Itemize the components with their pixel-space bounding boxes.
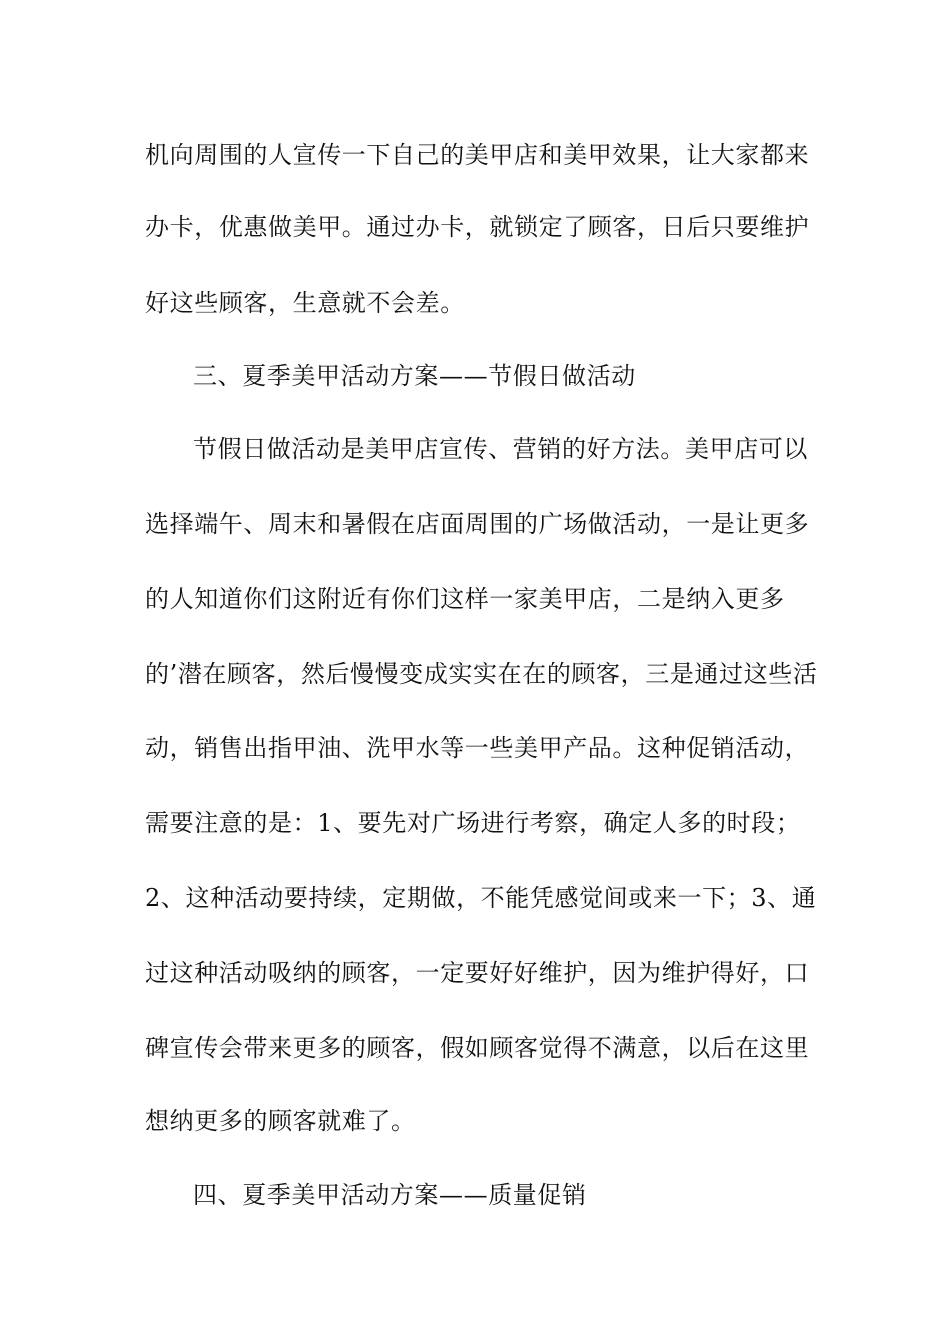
paragraph-line: 2、这种活动要持续，定期做，不能凭感觉间或来一下；3、通 xyxy=(145,884,817,912)
paragraph-line: 碑宣传会带来更多的顾客，假如顾客觉得不满意，以后在这里 xyxy=(145,1034,810,1062)
paragraph-line: 需要注意的是：1、要先对广场进行考察，确定人多的时段； xyxy=(145,809,801,837)
section-heading-4: 四、夏季美甲活动方案——质量促销 xyxy=(193,1181,587,1209)
paragraph-line: 动，销售出指甲油、洗甲水等一些美甲产品。这种促销活动， xyxy=(145,734,810,762)
paragraph-line: 的’潜在顾客，然后慢慢变成实实在在的顾客，三是通过这些活 xyxy=(145,660,818,688)
paragraph-line: 选择端午、周末和暑假在店面周围的广场做活动，一是让更多 xyxy=(145,510,810,538)
paragraph-line: 的人知道你们这附近有你们这样一家美甲店，二是纳入更多 xyxy=(145,585,785,613)
paragraph-line: 过这种活动吸纳的顾客，一定要好好维护，因为维护得好，口 xyxy=(145,959,810,987)
paragraph-line: 好这些顾客，生意就不会差。 xyxy=(145,289,465,317)
section-heading-3: 三、夏季美甲活动方案——节假日做活动 xyxy=(193,362,636,390)
paragraph-line: 办卡，优惠做美甲。通过办卡，就锁定了顾客，日后只要维护 xyxy=(145,213,810,241)
paragraph-line: 机向周围的人宣传一下自己的美甲店和美甲效果，让大家都来 xyxy=(145,141,810,169)
paragraph-line: 节假日做活动是美甲店宣传、营销的好方法。美甲店可以 xyxy=(193,435,808,463)
paragraph-line: 想纳更多的顾客就难了。 xyxy=(145,1107,416,1135)
